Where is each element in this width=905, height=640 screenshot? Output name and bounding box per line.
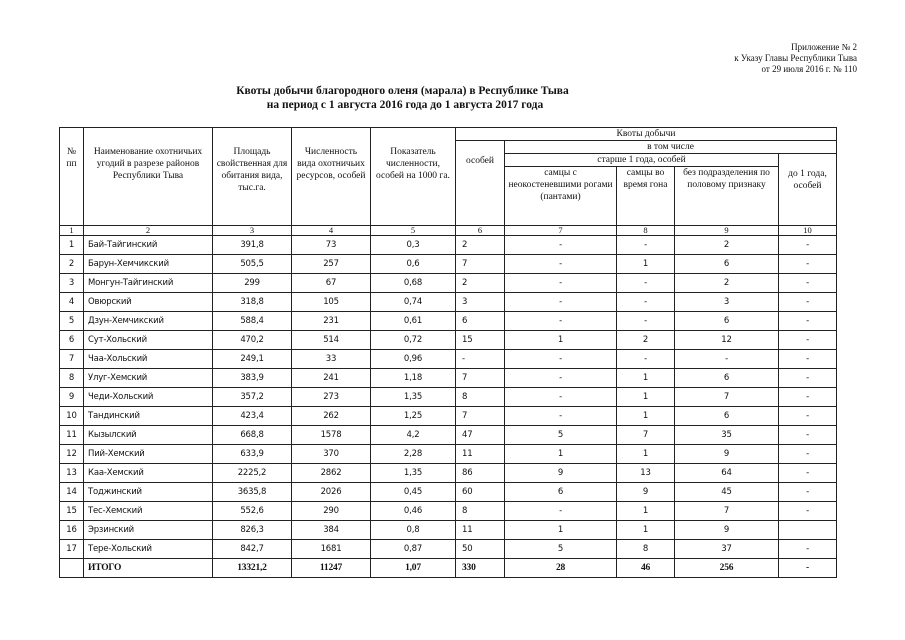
row-number: 9 bbox=[60, 388, 84, 407]
quota-total-cell: 3 bbox=[456, 293, 505, 312]
header-older: старше 1 года, особей bbox=[505, 154, 779, 167]
males-rut-cell: 1 bbox=[617, 502, 675, 521]
males-antlers-cell: 5 bbox=[505, 426, 617, 445]
no-sex-cell: 6 bbox=[675, 312, 779, 331]
males-antlers-cell: - bbox=[505, 274, 617, 293]
row-number: 4 bbox=[60, 293, 84, 312]
table-body bbox=[60, 236, 837, 578]
header-index: Показатель численности, особей на 1000 га. bbox=[371, 128, 456, 226]
males-antlers-cell: 1 bbox=[505, 521, 617, 540]
table-row bbox=[60, 312, 837, 331]
males-antlers-cell: - bbox=[505, 312, 617, 331]
index-cell: 0,74 bbox=[371, 293, 456, 312]
under1-cell: - bbox=[779, 274, 837, 293]
under1-cell bbox=[779, 521, 837, 540]
index-cell: 0,96 bbox=[371, 350, 456, 369]
row-number: 2 bbox=[60, 255, 84, 274]
no-sex-cell: 6 bbox=[675, 407, 779, 426]
quota-total-cell: 8 bbox=[456, 502, 505, 521]
males-rut-cell: 7 bbox=[617, 426, 675, 445]
table-row bbox=[60, 255, 837, 274]
population-cell: 241 bbox=[292, 369, 371, 388]
no-sex-cell: 35 bbox=[675, 426, 779, 445]
population-cell: 257 bbox=[292, 255, 371, 274]
appendix-date: от 29 июля 2016 г. № 110 bbox=[761, 64, 857, 74]
column-number-row bbox=[60, 226, 837, 236]
population-cell: 384 bbox=[292, 521, 371, 540]
row-number: 12 bbox=[60, 445, 84, 464]
district-name: ИТОГО bbox=[84, 559, 213, 578]
table-row bbox=[60, 521, 837, 540]
no-sex-cell: 7 bbox=[675, 388, 779, 407]
area-cell: 588,4 bbox=[213, 312, 292, 331]
table-row bbox=[60, 274, 837, 293]
index-cell: 0,61 bbox=[371, 312, 456, 331]
quota-total-cell: 86 bbox=[456, 464, 505, 483]
district-name: Каа-Хемский bbox=[84, 464, 213, 483]
no-sex-cell: 3 bbox=[675, 293, 779, 312]
population-cell: 370 bbox=[292, 445, 371, 464]
under1-cell: - bbox=[779, 483, 837, 502]
header-total: особей bbox=[456, 141, 505, 226]
table-row bbox=[60, 369, 837, 388]
district-name: Улуг-Хемский bbox=[84, 369, 213, 388]
index-cell: 0,45 bbox=[371, 483, 456, 502]
district-name: Барун-Хемчикский bbox=[84, 255, 213, 274]
no-sex-cell: 2 bbox=[675, 274, 779, 293]
no-sex-cell: 7 bbox=[675, 502, 779, 521]
column-number: 3 bbox=[213, 226, 292, 236]
quota-total-cell: 11 bbox=[456, 445, 505, 464]
population-cell: 73 bbox=[292, 236, 371, 255]
males-rut-cell: 46 bbox=[617, 559, 675, 578]
quota-total-cell: 7 bbox=[456, 407, 505, 426]
males-antlers-cell: - bbox=[505, 369, 617, 388]
area-cell: 505,5 bbox=[213, 255, 292, 274]
area-cell: 668,8 bbox=[213, 426, 292, 445]
population-cell: 11247 bbox=[292, 559, 371, 578]
row-number bbox=[60, 559, 84, 578]
index-cell: 2,28 bbox=[371, 445, 456, 464]
area-cell: 13321,2 bbox=[213, 559, 292, 578]
males-rut-cell: 2 bbox=[617, 331, 675, 350]
total-row bbox=[60, 559, 837, 578]
under1-cell: - bbox=[779, 445, 837, 464]
under1-cell: - bbox=[779, 559, 837, 578]
index-cell: 0,3 bbox=[371, 236, 456, 255]
males-rut-cell: 1 bbox=[617, 369, 675, 388]
header-including: в том числе bbox=[505, 141, 837, 154]
area-cell: 318,8 bbox=[213, 293, 292, 312]
males-rut-cell: - bbox=[617, 312, 675, 331]
area-cell: 552,6 bbox=[213, 502, 292, 521]
quota-total-cell: - bbox=[456, 350, 505, 369]
row-number: 10 bbox=[60, 407, 84, 426]
district-name: Тоджинский bbox=[84, 483, 213, 502]
column-number: 8 bbox=[617, 226, 675, 236]
population-cell: 2026 bbox=[292, 483, 371, 502]
row-number: 13 bbox=[60, 464, 84, 483]
district-name: Тандинский bbox=[84, 407, 213, 426]
table-row bbox=[60, 350, 837, 369]
quota-total-cell: 11 bbox=[456, 521, 505, 540]
no-sex-cell: 2 bbox=[675, 236, 779, 255]
header-num: № пп bbox=[60, 128, 84, 226]
quota-total-cell: 60 bbox=[456, 483, 505, 502]
under1-cell: - bbox=[779, 255, 837, 274]
appendix-header bbox=[734, 42, 857, 75]
header-quotas: Квоты добычи bbox=[456, 128, 837, 141]
quota-table bbox=[59, 127, 837, 578]
district-name: Бай-Тайгинский bbox=[84, 236, 213, 255]
population-cell: 231 bbox=[292, 312, 371, 331]
quota-total-cell: 2 bbox=[456, 274, 505, 293]
under1-cell: - bbox=[779, 540, 837, 559]
quota-total-cell: 330 bbox=[456, 559, 505, 578]
area-cell: 299 bbox=[213, 274, 292, 293]
index-cell: 0,68 bbox=[371, 274, 456, 293]
males-antlers-cell: 28 bbox=[505, 559, 617, 578]
district-name: Пий-Хемский bbox=[84, 445, 213, 464]
males-rut-cell: 1 bbox=[617, 445, 675, 464]
table-row bbox=[60, 426, 837, 445]
index-cell: 0,72 bbox=[371, 331, 456, 350]
quota-total-cell: 7 bbox=[456, 255, 505, 274]
district-name: Монгун-Тайгинский bbox=[84, 274, 213, 293]
district-name: Овюрский bbox=[84, 293, 213, 312]
header-name: Наименование охотничьих угодий в разрезе районов Республики Тыва bbox=[84, 128, 213, 226]
row-number: 1 bbox=[60, 236, 84, 255]
population-cell: 514 bbox=[292, 331, 371, 350]
index-cell: 1,07 bbox=[371, 559, 456, 578]
header-males-antlers: самцы с неокостеневшими рогами (пантами) bbox=[505, 167, 617, 226]
document-title bbox=[0, 84, 905, 112]
males-antlers-cell: - bbox=[505, 350, 617, 369]
header-no-sex: без подразделения по половому признаку bbox=[675, 167, 779, 226]
males-rut-cell: 1 bbox=[617, 521, 675, 540]
area-cell: 383,9 bbox=[213, 369, 292, 388]
quota-total-cell: 6 bbox=[456, 312, 505, 331]
no-sex-cell: 12 bbox=[675, 331, 779, 350]
header-under1: до 1 года, особей bbox=[779, 154, 837, 226]
population-cell: 1681 bbox=[292, 540, 371, 559]
under1-cell: - bbox=[779, 350, 837, 369]
males-rut-cell: - bbox=[617, 274, 675, 293]
quota-total-cell: 8 bbox=[456, 388, 505, 407]
table-row bbox=[60, 407, 837, 426]
index-cell: 1,35 bbox=[371, 464, 456, 483]
males-antlers-cell: 5 bbox=[505, 540, 617, 559]
males-rut-cell: - bbox=[617, 236, 675, 255]
males-rut-cell: - bbox=[617, 350, 675, 369]
area-cell: 2225,2 bbox=[213, 464, 292, 483]
header-area: Площадь свойственная для обитания вида, тыс.га. bbox=[213, 128, 292, 226]
district-name: Кызылский bbox=[84, 426, 213, 445]
area-cell: 3635,8 bbox=[213, 483, 292, 502]
under1-cell: - bbox=[779, 407, 837, 426]
index-cell: 1,18 bbox=[371, 369, 456, 388]
males-rut-cell: 9 bbox=[617, 483, 675, 502]
table-row bbox=[60, 388, 837, 407]
column-number: 9 bbox=[675, 226, 779, 236]
row-number: 7 bbox=[60, 350, 84, 369]
males-rut-cell: 8 bbox=[617, 540, 675, 559]
column-number: 2 bbox=[84, 226, 213, 236]
header-males-rut: самцы во время гона bbox=[617, 167, 675, 226]
index-cell: 0,6 bbox=[371, 255, 456, 274]
under1-cell: - bbox=[779, 369, 837, 388]
table-row bbox=[60, 540, 837, 559]
under1-cell: - bbox=[779, 293, 837, 312]
index-cell: 1,25 bbox=[371, 407, 456, 426]
table-row bbox=[60, 502, 837, 521]
males-antlers-cell: 9 bbox=[505, 464, 617, 483]
district-name: Эрзинский bbox=[84, 521, 213, 540]
no-sex-cell: 9 bbox=[675, 521, 779, 540]
column-number: 6 bbox=[456, 226, 505, 236]
no-sex-cell: 45 bbox=[675, 483, 779, 502]
area-cell: 470,2 bbox=[213, 331, 292, 350]
males-rut-cell: 1 bbox=[617, 255, 675, 274]
row-number: 17 bbox=[60, 540, 84, 559]
males-rut-cell: - bbox=[617, 293, 675, 312]
no-sex-cell: 6 bbox=[675, 369, 779, 388]
under1-cell: - bbox=[779, 426, 837, 445]
table-row bbox=[60, 293, 837, 312]
population-cell: 2862 bbox=[292, 464, 371, 483]
no-sex-cell: 9 bbox=[675, 445, 779, 464]
district-name: Тере-Хольский bbox=[84, 540, 213, 559]
column-number: 10 bbox=[779, 226, 837, 236]
quota-total-cell: 2 bbox=[456, 236, 505, 255]
no-sex-cell: - bbox=[675, 350, 779, 369]
males-antlers-cell: 1 bbox=[505, 331, 617, 350]
row-number: 11 bbox=[60, 426, 84, 445]
population-cell: 1578 bbox=[292, 426, 371, 445]
table-row bbox=[60, 445, 837, 464]
area-cell: 391,8 bbox=[213, 236, 292, 255]
column-number: 5 bbox=[371, 226, 456, 236]
under1-cell: - bbox=[779, 331, 837, 350]
no-sex-cell: 64 bbox=[675, 464, 779, 483]
males-rut-cell: 13 bbox=[617, 464, 675, 483]
quota-total-cell: 15 bbox=[456, 331, 505, 350]
population-cell: 33 bbox=[292, 350, 371, 369]
population-cell: 105 bbox=[292, 293, 371, 312]
under1-cell: - bbox=[779, 502, 837, 521]
quota-total-cell: 47 bbox=[456, 426, 505, 445]
males-rut-cell: 1 bbox=[617, 407, 675, 426]
area-cell: 633,9 bbox=[213, 445, 292, 464]
area-cell: 357,2 bbox=[213, 388, 292, 407]
index-cell: 0,8 bbox=[371, 521, 456, 540]
index-cell: 0,87 bbox=[371, 540, 456, 559]
title-line-1: Квоты добычи благородного оленя (марала) в Республике Тыва bbox=[236, 85, 569, 97]
table-row bbox=[60, 331, 837, 350]
index-cell: 1,35 bbox=[371, 388, 456, 407]
no-sex-cell: 37 bbox=[675, 540, 779, 559]
row-number: 15 bbox=[60, 502, 84, 521]
population-cell: 262 bbox=[292, 407, 371, 426]
males-antlers-cell: - bbox=[505, 407, 617, 426]
index-cell: 4,2 bbox=[371, 426, 456, 445]
no-sex-cell: 256 bbox=[675, 559, 779, 578]
header-population: Численность вида охотничьих ресурсов, особей bbox=[292, 128, 371, 226]
district-name: Чаа-Хольский bbox=[84, 350, 213, 369]
males-antlers-cell: - bbox=[505, 255, 617, 274]
quota-total-cell: 7 bbox=[456, 369, 505, 388]
area-cell: 826,3 bbox=[213, 521, 292, 540]
males-antlers-cell: - bbox=[505, 388, 617, 407]
under1-cell: - bbox=[779, 312, 837, 331]
table-row bbox=[60, 483, 837, 502]
row-number: 3 bbox=[60, 274, 84, 293]
population-cell: 67 bbox=[292, 274, 371, 293]
appendix-decree: к Указу Главы Республики Тыва bbox=[734, 53, 857, 63]
column-number: 1 bbox=[60, 226, 84, 236]
appendix-number: Приложение № 2 bbox=[791, 42, 857, 52]
no-sex-cell: 6 bbox=[675, 255, 779, 274]
row-number: 14 bbox=[60, 483, 84, 502]
under1-cell: - bbox=[779, 236, 837, 255]
district-name: Чеди-Хольский bbox=[84, 388, 213, 407]
males-antlers-cell: - bbox=[505, 502, 617, 521]
table-row bbox=[60, 464, 837, 483]
column-number: 4 bbox=[292, 226, 371, 236]
males-antlers-cell: - bbox=[505, 293, 617, 312]
males-antlers-cell: 1 bbox=[505, 445, 617, 464]
title-line-2: на период с 1 августа 2016 года до 1 августа 2017 года bbox=[266, 99, 544, 111]
population-cell: 273 bbox=[292, 388, 371, 407]
males-antlers-cell: 6 bbox=[505, 483, 617, 502]
area-cell: 249,1 bbox=[213, 350, 292, 369]
district-name: Тес-Хемский bbox=[84, 502, 213, 521]
males-antlers-cell: - bbox=[505, 236, 617, 255]
area-cell: 423,4 bbox=[213, 407, 292, 426]
table-row bbox=[60, 236, 837, 255]
quota-total-cell: 50 bbox=[456, 540, 505, 559]
row-number: 6 bbox=[60, 331, 84, 350]
area-cell: 842,7 bbox=[213, 540, 292, 559]
row-number: 5 bbox=[60, 312, 84, 331]
row-number: 8 bbox=[60, 369, 84, 388]
under1-cell: - bbox=[779, 388, 837, 407]
index-cell: 0,46 bbox=[371, 502, 456, 521]
district-name: Дзун-Хемчикский bbox=[84, 312, 213, 331]
population-cell: 290 bbox=[292, 502, 371, 521]
row-number: 16 bbox=[60, 521, 84, 540]
males-rut-cell: 1 bbox=[617, 388, 675, 407]
under1-cell: - bbox=[779, 464, 837, 483]
column-number: 7 bbox=[505, 226, 617, 236]
district-name: Сут-Хольский bbox=[84, 331, 213, 350]
